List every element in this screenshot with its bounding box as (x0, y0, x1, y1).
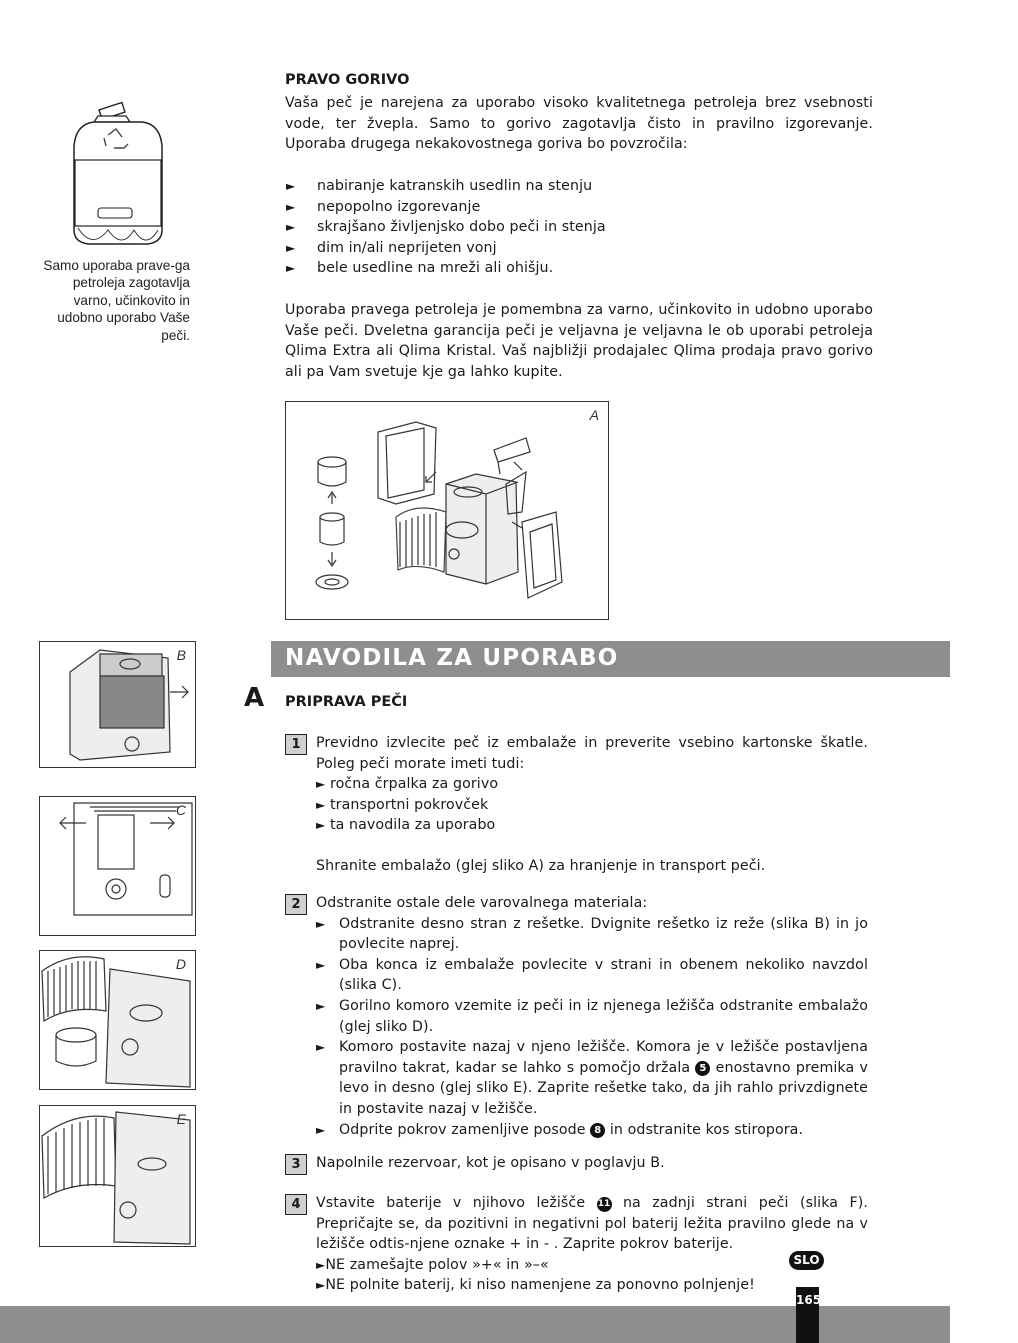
step-number: 2 (285, 894, 307, 915)
triangle-bullet-icon: ► (316, 1040, 326, 1055)
triangle-bullet-icon: ► (286, 179, 296, 193)
list-item: ► skrajšano življenjsko dobo peči in stenja (285, 217, 873, 238)
fuel-canister-illustration (68, 102, 168, 252)
step-2 (316, 893, 868, 1140)
list-item: ► Gorilno komoro vzemite iz peči in iz njenega ležišča odstranite embalažo (glej sliko D). (316, 997, 868, 1035)
pravo-gorivo-paragraph: Uporaba pravega petroleja je pomembna za varno, učinkovito in udobno uporabo Vaše peči. Dveletna garancija peči je veljavna je veljavna le ob uporabi petroleja Qlima Extra ali Qlima Kristal. Vaš najbližji prodajalec Qlima prodaja pravo gorivo ali pa Vam svetuje kje ga lahko kupite. (285, 302, 873, 380)
list-item: ► ročna črpalka za gorivo (316, 776, 499, 793)
section-heading: PRIPRAVA PEČI (285, 694, 408, 710)
language-badge: SLO (789, 1251, 824, 1270)
pravo-gorivo-intro: Vaša peč je narejena za uporabo visoko kvalitetnega petroleja brez vsebnosti vode, ter žvepla. Samo to gorivo zagotavlja čisto in pravilno izgorevanje. Uporaba drugega nekakovostnega goriva bo povzročila: (285, 95, 873, 153)
list-item: ► Odprite pokrov zamenljive posode 8 in odstranite kos stiropora. (316, 1120, 868, 1141)
figure-e-chamber-reset (39, 1105, 196, 1247)
list-item: ►NE polnite baterij, ki niso namenjene za ponovno polnjenje! (316, 1277, 755, 1294)
section-letter: A (244, 683, 265, 713)
pravo-gorivo-heading: PRAVO GORIVO (285, 72, 410, 88)
step-text: Vstavite baterije v njihovo ležišče 11 na zadnji strani peči (slika F). Prepričajte se, da pozitivni in negativni pol baterij ležita pravilno glede na v ležišče odtis-njene oznake + in - . Zaprite pokrov baterije. (316, 1195, 868, 1253)
canister-caption: Samo uporaba prave-ga petroleja zagotavlja varno, učinkovito in udobno uporabo Vaše peči. (43, 258, 190, 343)
arrow-right-icon: ► (991, 710, 1001, 725)
triangle-bullet-icon: ► (316, 1122, 326, 1137)
arrow-right-icon: ► (991, 672, 1001, 687)
triangle-bullet-icon: ► (316, 797, 326, 812)
banner-arrows (991, 649, 1018, 763)
step-4 (316, 1193, 868, 1296)
arrow-right-icon: ► (991, 729, 1001, 744)
list-item: ► nabiranje katranskih usedlin na stenju (285, 176, 873, 197)
arrow-right-icon: ► (991, 691, 1001, 706)
triangle-bullet-icon: ► (316, 1278, 326, 1293)
triangle-bullet-icon: ► (286, 199, 296, 214)
triangle-bullet-icon: ► (316, 1257, 326, 1272)
figure-label: B (176, 647, 186, 663)
figure-a-exploded-heater (285, 401, 609, 620)
step-note: Shranite embalažo (glej sliko A) za hranjenje in transport peči. (316, 857, 766, 874)
step-3: Napolnile rezervoar, kot je opisano v poglavju B. (316, 1155, 665, 1171)
part-number-badge: 8 (590, 1123, 605, 1138)
step-number: 3 (285, 1154, 307, 1175)
step-number: 4 (285, 1194, 307, 1215)
part-number-badge: 5 (695, 1061, 710, 1076)
triangle-bullet-icon: ► (316, 957, 326, 972)
list-item: ► Oba konca iz embalaže povlecite v strani in obenem nekoliko navzdol (slika C). (316, 956, 868, 994)
triangle-bullet-icon: ► (316, 916, 326, 931)
banner-title: NAVODILA ZA UPORABO (285, 645, 619, 671)
list-item: ►NE zamešajte polov »+« in »–« (316, 1256, 549, 1273)
list-item: ► Odstranite desno stran z rešetke. Dvignite rešetko iz reže (slika B) in jo povlecite naprej. (316, 915, 868, 953)
list-item: ► ta navodila za uporabo (316, 817, 496, 834)
figure-c-packaging-ends (39, 796, 196, 936)
figure-b-grille-removal (39, 641, 196, 768)
step-text: Odstranite ostale dele varovalnega materiala: (316, 895, 648, 911)
list-item: ► nepopolno izgorevanje (285, 197, 873, 218)
part-number-badge: 11 (597, 1197, 612, 1212)
list-item: ► Komoro postavite nazaj v njeno ležišče. Komora je v ležišče postavljena pravilno takrat, kadar se lahko s pomočjo držala 5 enostavno premika v levo in desno (glej sliko E). Zaprite rešetke tako, da jih rahlo privzdignete in postavite nazaj v ležišče. (316, 1039, 868, 1117)
triangle-bullet-icon: ► (316, 818, 326, 833)
triangle-bullet-icon: ► (286, 240, 296, 255)
step-1 (316, 733, 876, 877)
figure-label: C (175, 802, 186, 818)
list-item: ► dim in/ali neprijeten vonj (285, 238, 873, 259)
arrow-right-icon: ► (991, 748, 1001, 763)
triangle-bullet-icon: ► (286, 261, 296, 276)
triangle-bullet-icon: ► (316, 777, 326, 792)
triangle-bullet-icon: ► (316, 998, 326, 1013)
arrow-right-icon: ► (991, 653, 1001, 668)
triangle-bullet-icon: ► (286, 220, 296, 235)
page-number: 165 (796, 1287, 819, 1343)
figure-label: E (176, 1111, 186, 1127)
step-number: 1 (285, 734, 307, 755)
step-text: Previdno izvlecite peč iz embalaže in preverite vsebino kartonske škatle. Poleg peči morate imeti tudi: (316, 735, 868, 772)
figure-d-burner-chamber (39, 950, 196, 1090)
fuel-consequences-list (285, 176, 873, 279)
figure-label: D (175, 956, 186, 972)
list-item: ► transportni pokrovček (316, 796, 489, 813)
figure-label: A (589, 407, 599, 423)
list-item: ► bele usedline na mreži ali ohišju. (285, 258, 873, 279)
